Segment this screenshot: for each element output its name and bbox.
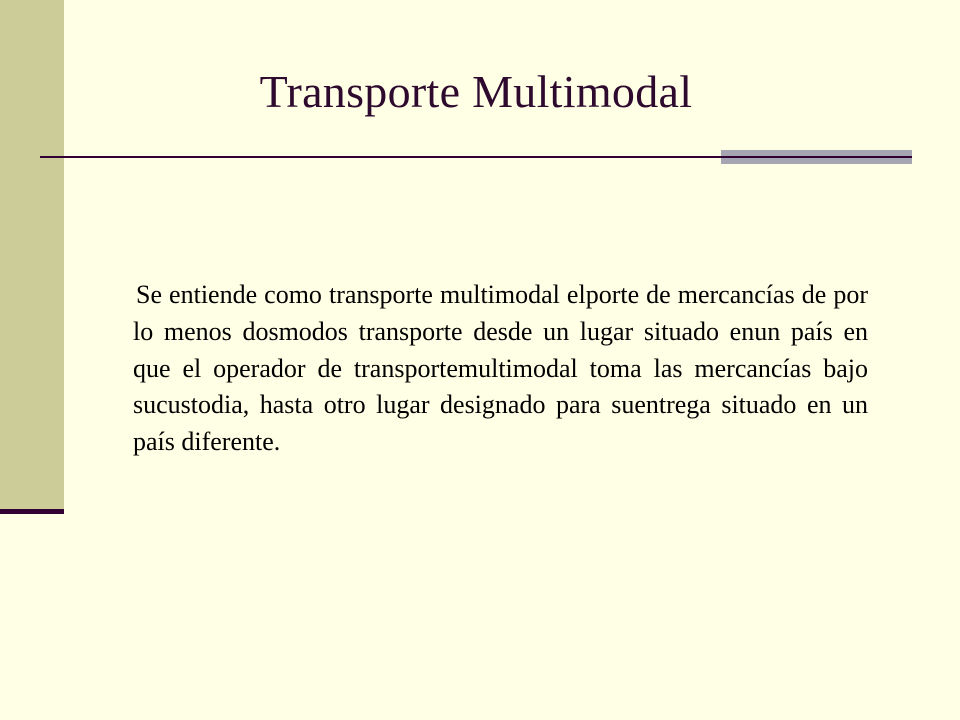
left-bar-accent-line xyxy=(0,509,64,514)
title-rule-accent-block xyxy=(721,150,912,164)
slide-title: Transporte Multimodal xyxy=(259,66,693,117)
slide-body-paragraph: Se entiende como transporte multimodal elporte de mercancías de por lo menos dosmodos transporte desde un lugar situado enun país en que el operador de transportemultimodal toma las mercancías bajo sucustodia, hasta otro lugar designado para suentrega situado en un país diferente. xyxy=(133,280,868,457)
